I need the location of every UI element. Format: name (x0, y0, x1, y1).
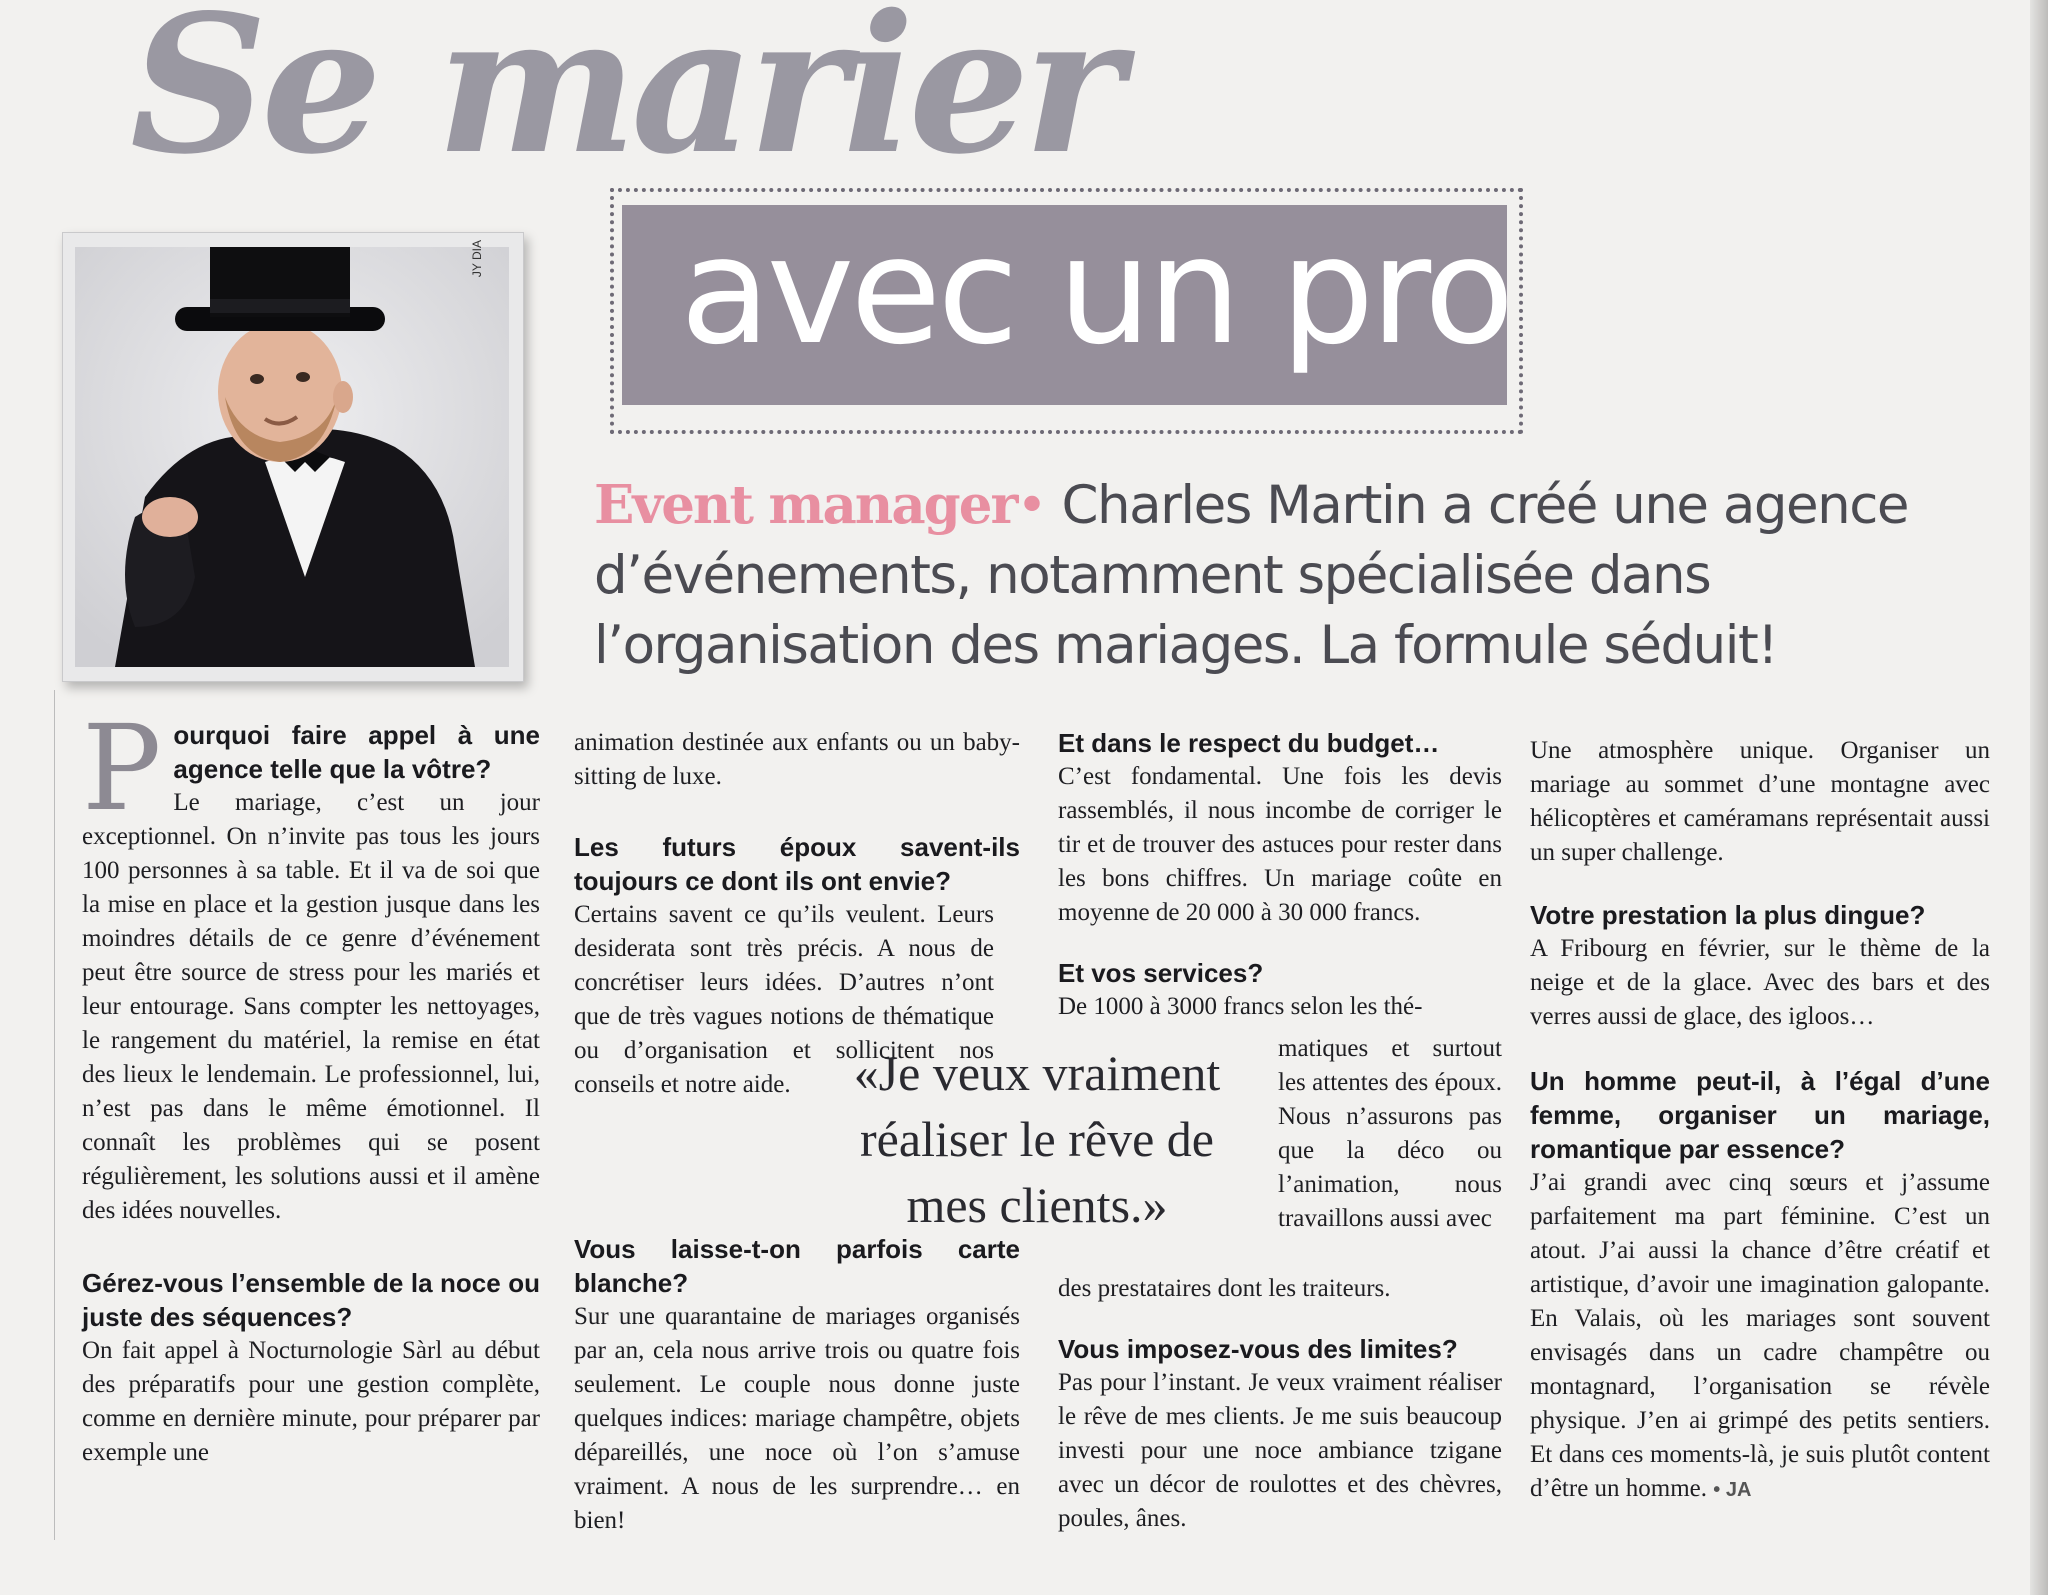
column-4 (1530, 734, 1990, 1507)
page-edge-shadow (2030, 0, 2048, 1595)
column-1 (82, 699, 540, 1470)
lead-tag-dot: • (1016, 475, 1047, 536)
answer-1: Le mariage, c’est un jour exceptionnel. On n’invite pas tous les jours 100 personnes à sa table. Et il va de soi que la mise en place et la gestion jusque dans les moindres détails de ce genre d’événement peut être source de stress pour les mariés et leur entourage. Sans compter les nettoyages, le rangement du matériel, la remise en état des lieux le lendemain. Le professionnel, lui, n’est pas dans le même émotionnel. Il connaît les problèmes qui se posent régulièrement, les solutions aussi et il amène des idées nouvelles. (82, 789, 540, 1224)
question-8: Votre prestation la plus dingue? (1530, 900, 1926, 930)
man-in-top-hat-illustration (75, 247, 509, 667)
question-9: Un homme peut-il, à l’égal d’une femme, organiser un mariage, romantique par essence? (1530, 1066, 1990, 1164)
question-4: Vous laisse-t-on parfois carte blanche? (574, 1234, 1020, 1298)
answer-4: Sur une quarantaine de mariages organisés par an, cela nous arrive trois ou quatre fois seulement. Le couple nous donne juste quelques indices: mariage champêtre, objets dépareillés, une noce où l’on s’amuse vraiment. A nous de les surprendre… en bien! (574, 1303, 1020, 1534)
column-rule (54, 690, 55, 1540)
lead-tag: Event manager (594, 474, 1017, 536)
question-1: ourquoi faire appel à une agence telle que la vôtre? (173, 720, 540, 784)
answer-6b: matiques et surtout les attentes des époux. Nous n’assurons pas que la déco ou l’animation, nous travaillons aussi avec (1278, 1035, 1502, 1232)
question-3: Les futurs époux savent-ils toujours ce dont ils ont envie? (574, 832, 1020, 896)
column-2b (574, 1232, 1020, 1538)
photo-credit: JY DIA (470, 240, 484, 278)
column-3-wrap (1278, 1032, 1502, 1236)
answer-3: Certains savent ce qu’ils veulent. Leurs desiderata sont très précis. A nous de concrétiser leurs idées. D’autres n’ont que de très vagues notions de thématique ou d’organisation et sollicitent nos conseils et notre aide. (574, 901, 994, 1098)
answer-9-text: J’ai grandi avec cinq sœurs et j’assume parfaitement ma part féminine. C’est un atout. J’ai aussi la chance d’être créatif et artistique, d’avoir une imagination galopante. En Valais, où les mariages sont souvent envisagés dans un cadre champêtre ou montagnard, l’organisation se révèle physique. J’en ai grimpé des petits sentiers. Et dans ces moments-là, je suis plutôt content d’être un homme. (1530, 1169, 1990, 1502)
answer-9 (1530, 1166, 1990, 1507)
question-2: Gérez-vous l’ensemble de la noce ou juste des séquences? (82, 1268, 540, 1332)
author-signature: • JA (1713, 1479, 1752, 1501)
column-3 (1058, 726, 1502, 1024)
portrait-photo (75, 247, 509, 667)
portrait-photo-frame (62, 232, 524, 682)
answer-6c: des prestataires dont les traiteurs. (1058, 1275, 1391, 1302)
answer-continued-2: Une atmosphère unique. Organiser un mariage au sommet d’une montagne avec hélicoptères et caméramans représentait aussi un super challenge. (1530, 737, 1990, 866)
question-7: Vous imposez-vous des limites? (1058, 1334, 1458, 1364)
column-3b (1058, 1272, 1502, 1536)
answer-2: On fait appel à Nocturnologie Sàrl au début des préparatifs pour une gestion complète, comme en dernière minute, pour préparer par exemple une (82, 1337, 540, 1466)
question-6: Et vos services? (1058, 958, 1264, 988)
answer-7: Pas pour l’instant. Je veux vraiment réaliser le rêve de mes clients. Je me suis beaucoup investi pour une noce ambiance tzigane avec un décor de roulottes et des chèvres, poules, ânes. (1058, 1369, 1502, 1532)
question-5: Et dans le respect du budget… (1058, 728, 1440, 758)
drop-cap: P (82, 699, 162, 837)
pull-quote: «Je veux vraiment réaliser le rêve de mes clients.» (853, 1045, 1221, 1233)
lead-text: Charles Martin a créé une agence d’événements, notamment spécialisée dans l’organisation des mariages. La formule séduit! (594, 475, 1908, 676)
subtitle: avec un pro (680, 205, 1511, 377)
lead-paragraph (594, 470, 1994, 681)
answer-6a: De 1000 à 3000 francs selon les thé- (1058, 993, 1423, 1020)
answer-continued: animation destinée aux enfants ou un baby-sitting de luxe. (574, 729, 1020, 790)
headline: Se marier (130, 0, 1118, 196)
answer-8: A Fribourg en février, sur le thème de la neige et de la glace. Avec des bars et des verres aussi de glace, des igloos… (1530, 935, 1990, 1030)
answer-5: C’est fondamental. Une fois les devis rassemblés, il nous incombe de corriger le tir et de trouver des astuces pour rester dans les bons chiffres. Un mariage coûte en moyenne de 20 000 à 30 000 francs. (1058, 763, 1502, 926)
